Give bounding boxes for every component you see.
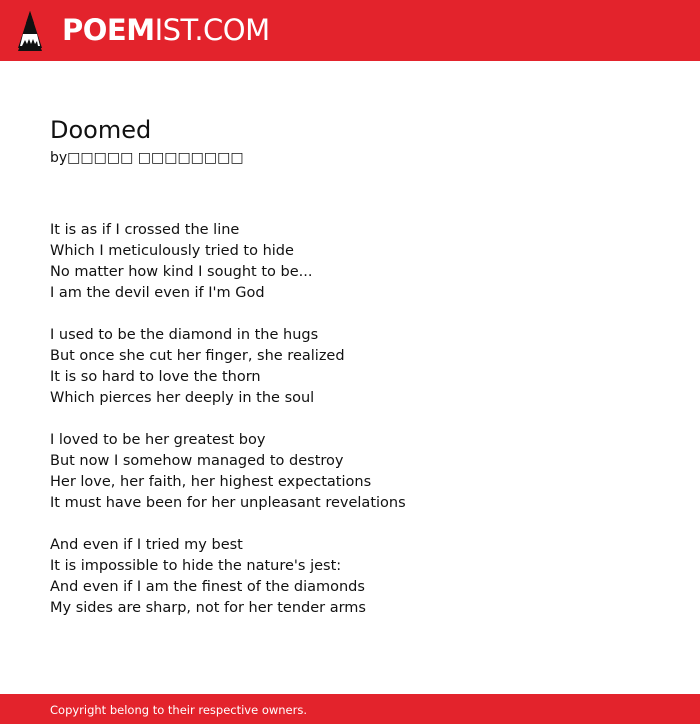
site-logo-link[interactable] xyxy=(62,12,270,48)
poem-line: And even if I am the finest of the diamonds xyxy=(50,579,365,595)
poem-line: I used to be the diamond in the hugs xyxy=(50,327,319,343)
poem-line: Her love, her faith, her highest expectations xyxy=(50,474,372,490)
poem-body xyxy=(50,220,650,640)
poem-line: I am the devil even if I'm God xyxy=(50,285,265,301)
brand-name-bold: POEM xyxy=(62,13,155,47)
poem-line: I loved to be her greatest boy xyxy=(50,432,266,448)
brand-name-light: IST.COM xyxy=(154,13,270,47)
poem-line: My sides are sharp, not for her tender arms xyxy=(50,600,366,616)
poem-line: It is as if I crossed the line xyxy=(50,222,240,238)
poem-stanza-3 xyxy=(50,430,650,514)
poem-stanza-2 xyxy=(50,325,650,409)
poem-line: No matter how kind I sought to be... xyxy=(50,264,313,280)
poem-line: It must have been for her unpleasant revelations xyxy=(50,495,406,511)
poem-line: And even if I tried my best xyxy=(50,537,243,553)
site-footer xyxy=(0,694,700,724)
site-header xyxy=(0,0,700,61)
poem-line: It is so hard to love the thorn xyxy=(50,369,261,385)
poem-line: But now I somehow managed to destroy xyxy=(50,453,344,469)
poem-line: Which pierces her deeply in the soul xyxy=(50,390,315,406)
poem-stanza-4 xyxy=(50,535,650,619)
pencil-tip-icon[interactable] xyxy=(17,10,43,52)
poem-line: Which I meticulously tried to hide xyxy=(50,243,294,259)
copyright-notice: Copyright belong to their respective owners. xyxy=(50,703,308,717)
poem-title: Doomed xyxy=(50,116,152,144)
poem-line: But once she cut her finger, she realized xyxy=(50,348,345,364)
poem-author-byline: by□□□□□ □□□□□□□□ xyxy=(50,150,244,166)
poem-line: It is impossible to hide the nature's jest: xyxy=(50,558,342,574)
poem-stanza-1 xyxy=(50,220,650,304)
